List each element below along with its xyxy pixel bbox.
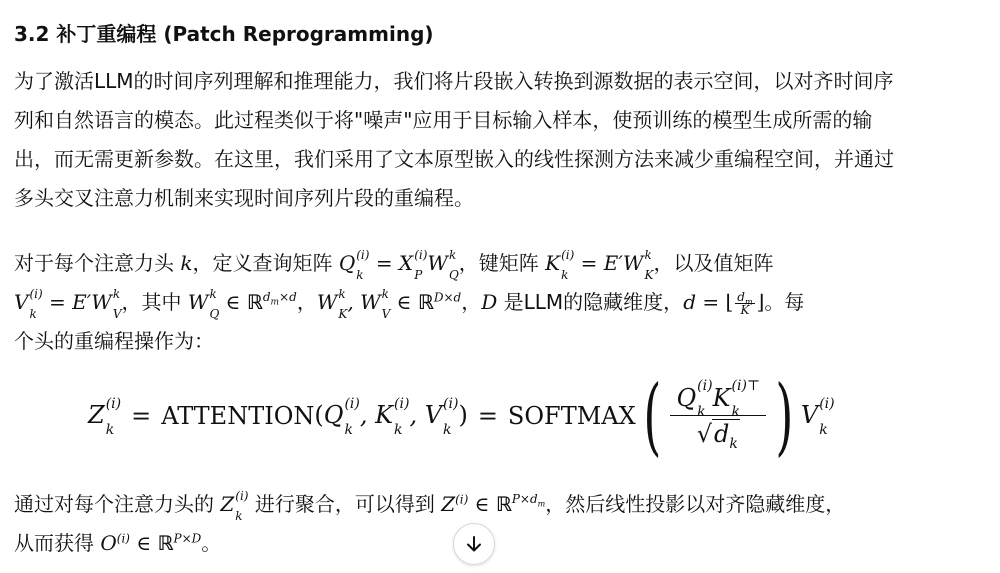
section-heading: 3.2 补丁重编程 (Patch Reprogramming)	[14, 22, 434, 46]
math-z-k: Z (i) k	[220, 488, 249, 523]
eq-left-paren: (	[643, 367, 662, 465]
intro-paragraph	[14, 62, 986, 218]
aggregation-paragraph	[14, 485, 986, 563]
eq-softmax: SOFTMAX	[507, 402, 636, 430]
math-value-def: V (i) k = E′W k V	[14, 286, 122, 321]
paragraph-line	[14, 485, 986, 524]
math-D: D	[481, 290, 498, 314]
text-run: ，	[461, 290, 482, 314]
text-run: 。	[201, 531, 222, 555]
math-d-def: d = ⌊ $\frac{d_m}{K}$ ⌋	[683, 290, 765, 317]
text-run: 对于每个注意力头	[14, 251, 181, 275]
paragraph-line: 个头的重编程操作为：	[14, 329, 214, 353]
paragraph-line: 出，而无需更新参数。在这里，我们采用了文本原型嵌入的线性探测方法来减少重编程空间，并通过	[14, 147, 894, 171]
paragraph-line: 列和自然语言的模态。此过程类似于将"噪声"应用于目标输入样本，使预训练的模型生成所需的输	[14, 108, 873, 132]
math-key-def: K (i) k = E′W k K	[545, 247, 654, 282]
eq-z-lhs: Z (i) k	[88, 395, 122, 438]
text-run: 。每	[764, 290, 805, 314]
text-run: ，其中	[121, 290, 188, 314]
paragraph-line	[14, 283, 986, 322]
text-run: ，以及值矩阵	[653, 251, 774, 275]
math-z-dim: $Z^{(i)}$ ∈ ℝ$^{P\times d_m}$	[441, 492, 546, 516]
math-o-dim: $O^{(i)}$ ∈ ℝ$^{P\times D}$	[100, 531, 202, 555]
text-run: ，然后线性投影以对齐隐藏维度，	[545, 492, 846, 516]
arrow-down-icon	[464, 534, 484, 554]
text-run: ，	[296, 290, 317, 314]
text-run: 是LLM的隐藏维度，	[497, 290, 684, 314]
definition-paragraph	[14, 244, 986, 361]
text-run: 从而获得	[14, 531, 101, 555]
eq-right-paren: )	[775, 367, 794, 465]
text-run: 进行聚合，可以得到	[248, 492, 442, 516]
paragraph-line	[14, 244, 986, 283]
eq-attention: ATTENTION	[161, 402, 315, 430]
text-run: 通过对每个注意力头的	[14, 492, 221, 516]
paragraph-line: 为了激活LLM的时间序列理解和推理能力，我们将片段嵌入转换到源数据的表示空间，以对齐时间序	[14, 69, 894, 93]
text-run: ，键矩阵	[458, 251, 546, 275]
eq-numerator: Q (i) k K (i)⊤ k	[670, 384, 766, 417]
eq-attention-args: (Q (i) k , K (i) k , V (i) k )	[314, 395, 468, 438]
eq-denominator: $√d_k$	[696, 420, 738, 453]
paragraph-line: 多头交叉注意力机制来实现时间序列片段的重编程。	[14, 186, 474, 210]
paragraph-line	[14, 524, 986, 563]
eq-equals: =	[131, 402, 152, 430]
math-wq-dim: W k Q ∈ ℝ$^{d_m\times d}$	[187, 286, 297, 321]
eq-fraction	[670, 378, 766, 453]
reprogramming-equation	[88, 366, 835, 466]
scroll-down-button[interactable]	[453, 523, 495, 565]
eq-value: V (i) k	[800, 395, 835, 438]
math-wk-wv-dim: W k K , W k V ∈ ℝ$^{D\times d}$	[316, 286, 462, 321]
eq-equals: =	[477, 402, 498, 430]
text-run: ，定义查询矩阵	[192, 251, 339, 275]
math-query-def: Q (i) k = X (i) P W k Q	[338, 247, 459, 282]
math-head-k: k	[180, 251, 193, 275]
